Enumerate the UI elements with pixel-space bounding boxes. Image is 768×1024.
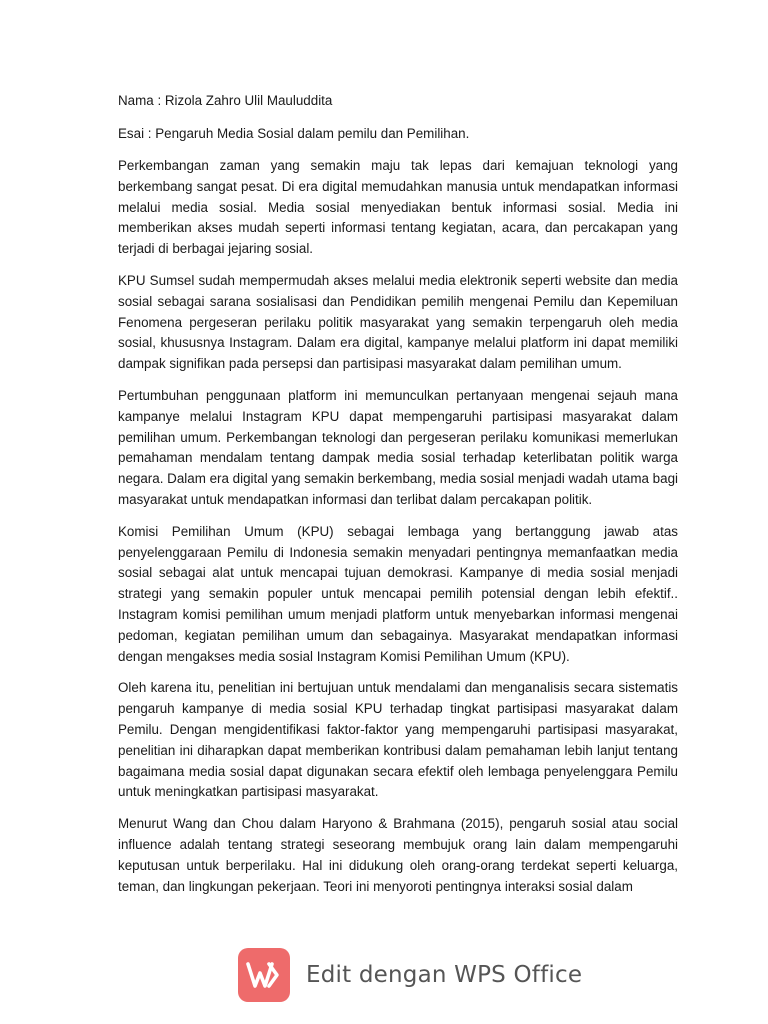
wps-watermark[interactable] [238, 948, 582, 1002]
paragraph-5: Oleh karena itu, penelitian ini bertujuan untuk mendalami dan menganalisis secara sistematis pengaruh kampanye di media sosial KPU terhadap tingkat partisipasi masyarakat dalam Pemilu. Dengan mengidentifikasi faktor-faktor yang mempengaruhi partisipasi masyarakat, penelitian ini diharapkan dapat memberikan kontribusi dalam pemahaman lebih lanjut tentang bagaimana media sosial dapat digunakan secara efektif oleh lembaga penyelenggara Pemilu untuk meningkatkan partisipasi masyarakat. [118, 680, 678, 800]
paragraph-6: Menurut Wang dan Chou dalam Haryono & Brahmana (2015), pengaruh sosial atau social influence adalah tentang strategi seseorang membujuk orang lain dalam mempengaruhi keputusan untuk berperilaku. Hal ini didukung oleh orang-orang terdekat seperti keluarga, teman, dan lingkungan pekerjaan. Teori ini menyoroti pentingnya interaksi sosial dalam [118, 816, 678, 894]
paragraph-2: KPU Sumsel sudah mempermudah akses melalui media elektronik seperti website dan media sosial sebagai sarana sosialisasi dan Pendidikan pemilih mengenai Pemilu dan Kepemiluan Fenomena pergeseran perilaku politik masyarakat yang semakin terpengaruh oleh media sosial, khususnya Instagram. Dalam era digital, kampanye melalui platform ini dapat memiliki dampak signifikan pada persepsi dan partisipasi masyarakat dalam pemilihan umum. [118, 272, 678, 372]
essay-title-line: Esai : Pengaruh Media Sosial dalam pemilu dan Pemilihan. [118, 126, 470, 141]
wps-watermark-text: Edit dengan WPS Office [306, 962, 583, 988]
student-name-line: Nama : Rizola Zahro Ulil Mauluddita [118, 93, 333, 108]
paragraph-3: Pertumbuhan penggunaan platform ini memunculkan pertanyaan mengenai sejauh mana kampanye melalui Instagram KPU dapat mempengaruhi partisipasi masyarakat dalam pemilihan umum. Perkembangan teknologi dan pergeseran perilaku komunikasi memerlukan pemahaman mendalam tentang dampak media sosial terhadap keterlibatan politik warga negara. Dalam era digital yang semakin berkembang, media sosial menjadi wadah utama bagi masyarakat untuk mendapatkan informasi dan terlibat dalam percakapan politik. [118, 387, 678, 507]
paragraph-1: Perkembangan zaman yang semakin maju tak lepas dari kemajuan teknologi yang berkembang sangat pesat. Di era digital memudahkan manusia untuk mendapatkan informasi melalui media sosial. Media sosial menyediakan bentuk informasi sosial. Media ini memberikan akses mudah seperti informasi tentang kegiatan, acara, dan percakapan yang terjadi di berbagai jejaring sosial. [118, 158, 678, 257]
document-page [118, 90, 678, 897]
paragraph-4: Komisi Pemilihan Umum (KPU) sebagai lembaga yang bertanggung jawab atas penyelenggaraan Pemilu di Indonesia semakin menyadari pentingnya memanfaatkan media sosial sebagai alat untuk mencapai tujuan demokrasi. Kampanye di media sosial menjadi strategi yang semakin populer untuk mencapai pemilih potensial dengan lebih efektif.. Instagram komisi pemilihan umum menjadi platform untuk menyebarkan informasi mengenai pedoman, kegiatan pemilihan umum dan sebagainya. Masyarakat mendapatkan informasi dengan mengakses media sosial Instagram Komisi Pemilihan Umum (KPU). [118, 523, 678, 664]
wps-office-logo-icon [238, 948, 290, 1002]
